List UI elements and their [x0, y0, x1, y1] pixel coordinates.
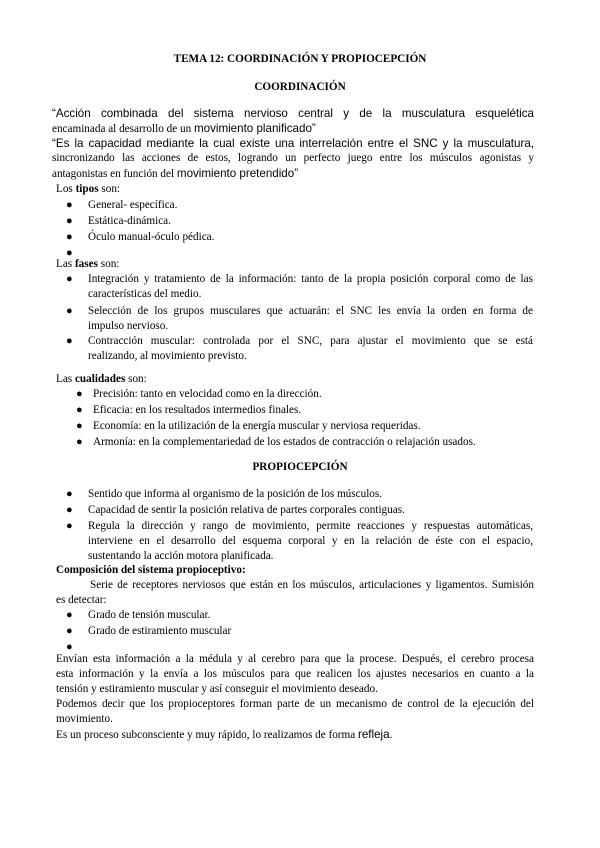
section-heading-coordinacion: COORDINACIÓN [254, 81, 346, 93]
composicion-line-2: es detectar: [56, 594, 107, 606]
closing-p3: Es un proceso subconsciente y muy rápido, lo realizamos de forma refleja. [56, 728, 393, 741]
composicion-line-1: Serie de receptores nerviosos que están en los músculos, articulaciones y ligamentos. Sumisión [90, 579, 534, 591]
quote-2-line-1: “Es la capacidad mediante la cual existe una interrelación entre el SNC y la musculatura, [52, 137, 534, 150]
closing-p1-line-3: tensión y estiramiento muscular y así conseguir el movimiento deseado. [56, 683, 378, 695]
closing-p2-line-2: movimiento. [56, 713, 113, 725]
quote-1-line-2: encaminada al desarrollo de un movimiento planificado” [52, 122, 316, 135]
closing-p2-line-1: Podemos decir que los propioceptores forman parte de un mecanismo de control de la ejecución del [56, 698, 534, 710]
tipos-intro: Los tipos son: [56, 183, 121, 195]
quote-2-line-3: antagonistas en función del movimiento pretendido” [52, 167, 299, 180]
cualidades-intro: Las cualidades son: [56, 373, 147, 385]
document-page: TEMA 12: COORDINACIÓN Y PROPIOCEPCIÓN COORDINACIÓN “Acción combinada del sistema nervioso central y de la musculatura esquelética encaminada al desarrollo de un movimiento planificado” “Es la capacidad mediante la cual existe una interrelación entre el SNC y la musculatura, sincronizando las acciones de estos, logrando un perfecto juego entre los músculos agonistas y antagonistas en función del movimiento pretendido” Los tipos son: ● General- específica. ● Estática-dinámica. ● Óculo manual-óculo pédica. ● Las fases son: ● Integración y tratamiento de la información: tanto de la propia posición corporal como de las características del medio. ● Selección de los grupos musculares que actuarán: el SNC les envía la orden en forma de impulso nervioso. ● Contracción muscular: controlada por el SNC, para ajustar el movimiento que se está realizando, al movimiento previsto. Las cualidades son: ● Precisión: tanto en velocidad como en la dirección. ● Eficacia: en los resultados intermedios finales. ● Economía: en la utilización de la energía muscular y nerviosa requeridas. ● Armonía: en la complementariedad de los estados de contracción o relajación usados. PROPIOCEPCIÓN ● Sentido que informa al organismo de la posición de los músculos. ● Capacidad de sentir la posición relativa de partes corporales contiguas. ● Regula la dirección y rango de movimiento, permite reacciones y respuestas automáticas, interviene en el desarrollo del esquema corporal y en la relación de éste con el espacio, sustentando la acción motora planificada. Composición del sistema propioceptivo: Serie de receptores nerviosos que están en los músculos, articulaciones y ligamentos. Sumisión es detectar: ● Grado de tensión muscular. ● Grado de estiramiento muscular ● Envían esta información a la médula y al cerebro para que la procese. Después, el cerebro procesa esta información y la envía a los músculos para que realicen los ajustes necesarios en cuanto a la tensión y estiramiento muscular y así conseguir el movimiento deseado. Podemos decir que los propioceptores forman parte de un mecanismo de control de la ejecución del movimiento. Es un proceso subconsciente y muy rápido, lo realizamos de forma refleja. [0, 0, 600, 848]
document-title: TEMA 12: COORDINACIÓN Y PROPIOCEPCIÓN [173, 53, 427, 65]
section-heading-propiocepcion: PROPIOCEPCIÓN [252, 461, 348, 473]
quote-2-line-2: sincronizando las acciones de estos, logrando un perfecto juego entre los músculos agonistas y [52, 152, 534, 164]
quote-1-line-1: “Acción combinada del sistema nervioso central y de la musculatura esquelética [52, 107, 534, 120]
composicion-heading: Composición del sistema propioceptivo: [56, 564, 246, 576]
closing-p1-line-1: Envían esta información a la médula y al cerebro para que la procese. Después, el cerebro procesa [56, 653, 534, 665]
closing-p1-line-2: esta información y la envía a los músculos para que realicen los ajustes necesarios en cuanto a la [56, 668, 534, 680]
fases-intro: Las fases son: [56, 258, 120, 270]
